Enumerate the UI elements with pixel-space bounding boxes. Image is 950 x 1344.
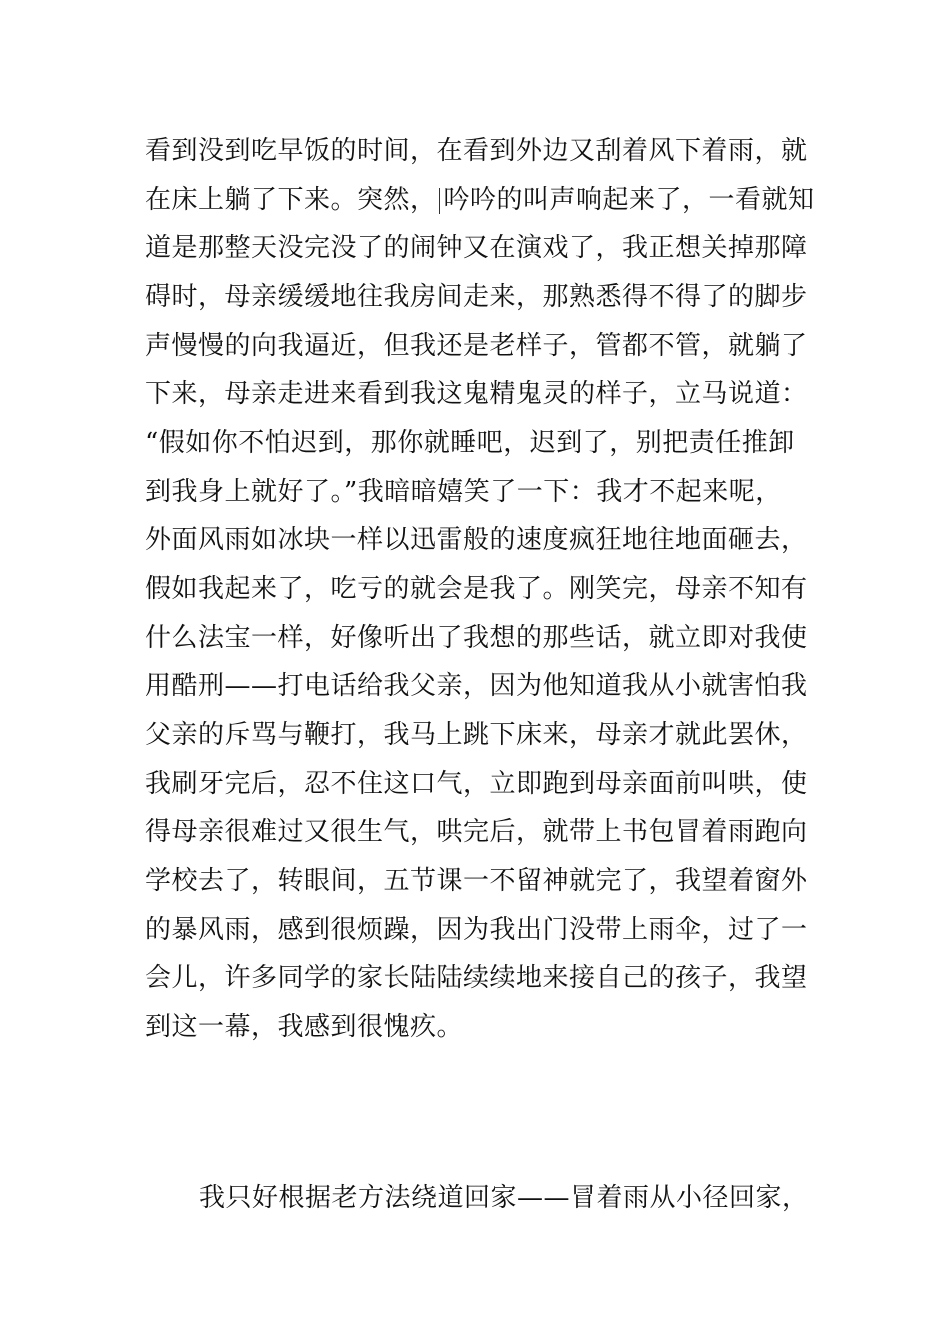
text-line: 用酷刑——打电话给我父亲，因为他知道我从小就害怕我 (145, 671, 808, 701)
text-line: 会儿，许多同学的家长陆陆续续地来接自己的孩子，我望 (145, 963, 808, 993)
text-line: 父亲的斥骂与鞭打，我马上跳下床来，母亲才就此罢休， (145, 720, 808, 750)
text-line: 外面风雨如冰块一样以迅雷般的速度疯狂地往地面砸去， (145, 525, 808, 555)
text-line: 假如我起来了，吃亏的就会是我了。刚笑完，母亲不知有 (145, 574, 808, 604)
text-segment: 吟吟的叫声响起来了，一看就知 (443, 185, 815, 215)
text-line: 碍时，母亲缓缓地往我房间走来，那熟悉得不得了的脚步 (145, 282, 808, 312)
text-cursor (439, 188, 440, 214)
text-line: 下来，母亲走进来看到我这鬼精鬼灵的样子，立马说道： (145, 379, 808, 409)
text-line: 什么法宝一样，好像听出了我想的那些话，就立即对我使 (145, 623, 808, 653)
text-segment: 在床上躺了下来。突然， (145, 185, 437, 215)
text-line: 道是那整天没完没了的闹钟又在演戏了，我正想关掉那障 (145, 233, 808, 263)
text-line: 到这一幕，我感到很愧疚。 (145, 1012, 464, 1042)
text-line: 得母亲很难过又很生气，哄完后，就带上书包冒着雨跑向 (145, 817, 808, 847)
text-line (145, 180, 815, 220)
text-line: 学校去了，转眼间，五节课一不留神就完了，我望着窗外 (145, 866, 808, 896)
text-line: 声慢慢的向我逼近，但我还是老样子，管都不管，就躺了 (145, 331, 808, 361)
text-line: 的暴风雨，感到很烦躁，因为我出门没带上雨伞，过了一 (145, 915, 808, 945)
text-line: 我只好根据老方法绕道回家——冒着雨从小径回家， (199, 1183, 809, 1213)
text-line: 看到没到吃早饭的时间，在看到外边又刮着风下着雨，就 (145, 136, 808, 166)
text-line: “假如你不怕迟到，那你就睡吧，迟到了，别把责任推卸 (145, 428, 795, 458)
text-line: 到我身上就好了。”我暗暗嬉笑了一下：我才不起来呢， (145, 477, 782, 507)
text-line: 我刷牙完后，忍不住这口气，立即跑到母亲面前叫哄，使 (145, 769, 808, 799)
